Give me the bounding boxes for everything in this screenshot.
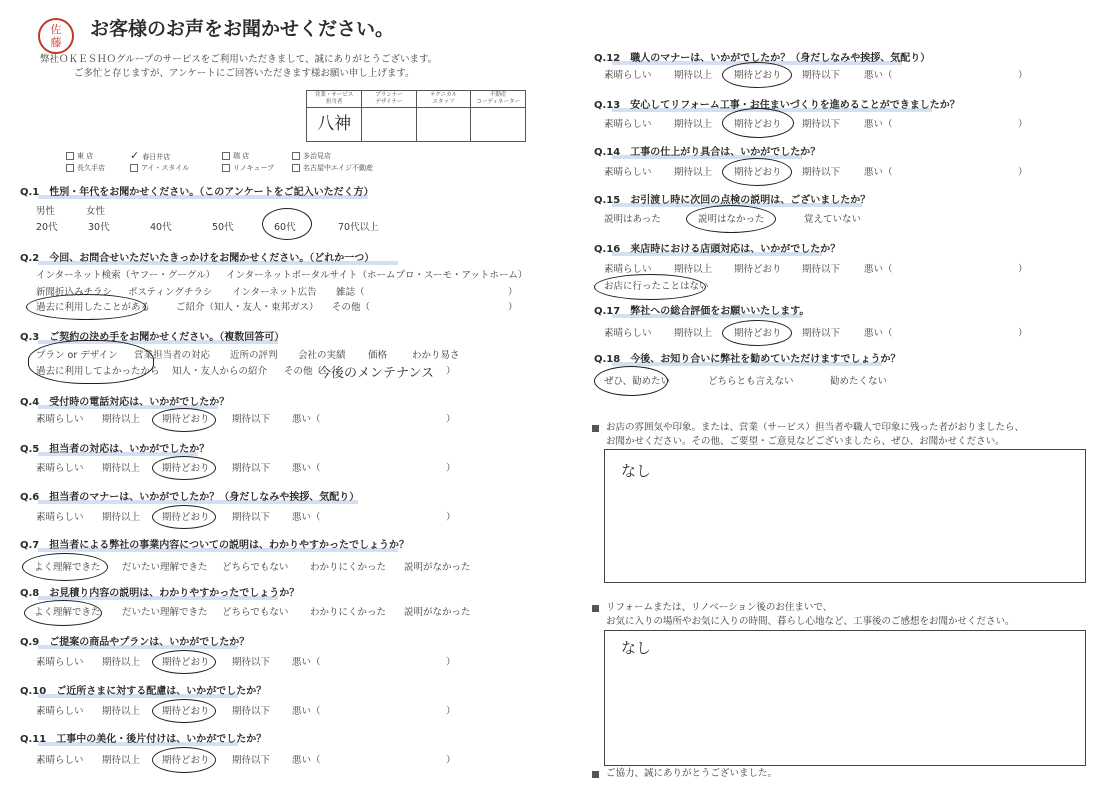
q14-below[interactable]: 期待以下 <box>802 167 841 178</box>
q1-male[interactable]: 男性 <box>36 206 56 217</box>
q9-title: Q.9 ご提案の商品やプランは、いかがでしたか？ <box>20 637 250 648</box>
bullet-square-icon <box>592 425 599 432</box>
q9-excellent[interactable]: 素晴らしい <box>36 657 84 668</box>
q16-above[interactable]: 期待以上 <box>674 264 713 275</box>
q13-excellent[interactable]: 素晴らしい <box>604 119 652 130</box>
q13-below[interactable]: 期待以下 <box>802 119 841 130</box>
q12-answer-circle <box>722 62 792 88</box>
intro-line-1: 弊社ＯＫＥＳＨＯグループのサービスをご利用いただきまして、誠にありがとうございます。 <box>40 54 438 65</box>
q2-newspaper[interactable]: 新聞折込みチラシ <box>36 287 113 298</box>
q3-price[interactable]: 価格 <box>368 350 388 361</box>
q16-as-expected[interactable]: 期待どおり <box>734 264 782 275</box>
q2-posting[interactable]: ポスティングチラシ <box>128 287 213 298</box>
store-comment-answer: なし <box>621 462 652 480</box>
q4-below[interactable]: 期待以下 <box>232 414 271 425</box>
q4-answer-circle <box>152 408 216 432</box>
q12-below[interactable]: 期待以下 <box>802 70 841 81</box>
q16-never-visited[interactable]: お店に行ったことはない <box>604 281 709 292</box>
q5-bad-close: ） <box>446 463 456 474</box>
q15-explained[interactable]: 説明はあった <box>604 214 661 225</box>
q1-age-20[interactable]: 20代 <box>36 222 58 233</box>
checkbox-icon <box>292 152 300 160</box>
check-mark-icon: ✓ <box>130 149 140 162</box>
q17-title: Q.17 弊社への総合評価をお願いいたします。 <box>594 306 810 317</box>
q16-answer-circle <box>594 274 706 300</box>
q12-as-expected[interactable]: 期待どおり <box>734 70 782 81</box>
q7-title: Q.7 担当者による弊社の事業内容についての説明は、わかりやすかったでしょうか？ <box>20 540 410 551</box>
q18-recommend[interactable]: ぜひ、勧めたい <box>604 376 671 387</box>
checkbox-icon <box>66 164 74 172</box>
staff-tech-name <box>416 108 471 142</box>
staff-table <box>306 90 526 142</box>
q1-age-40[interactable]: 40代 <box>150 222 172 233</box>
q13-as-expected[interactable]: 期待どおり <box>734 119 782 130</box>
q10-above[interactable]: 期待以上 <box>102 706 141 717</box>
q4-excellent[interactable]: 素晴らしい <box>36 414 84 425</box>
checkbox-icon <box>66 152 74 160</box>
q17-bad-close: ） <box>1018 328 1028 339</box>
q3-staff[interactable]: 営業担当者の対応 <box>134 350 211 361</box>
q2-answer-circle <box>26 294 146 320</box>
staff-estate-name <box>471 108 526 142</box>
q6-above[interactable]: 期待以上 <box>102 512 141 523</box>
q7-neutral[interactable]: どちらでもない <box>222 562 289 573</box>
q2-other-close: ） <box>508 302 518 313</box>
q5-answer-circle <box>152 456 216 480</box>
q5-excellent[interactable]: 素晴らしい <box>36 463 84 474</box>
store-comment-prompt-1: お店の雰囲気や印象。または、営業（サービス）担当者や職人で印象に残った者がおりましたら、 <box>606 422 1025 433</box>
q3-other-handwritten: 今後のメンテナンス <box>318 366 434 381</box>
q2-title: Q.2 今回、お問合せいただいたきっかけをお聞かせください。（どれか一つ） <box>20 253 375 264</box>
q17-excellent[interactable]: 素晴らしい <box>604 328 652 339</box>
store-istyle[interactable]: アイ・スタイル <box>130 162 189 174</box>
q15-dont-remember[interactable]: 覚えていない <box>804 214 862 225</box>
q6-title: Q.6 担当者のマナーは、いかがでしたか？（身だしなみや挨拶、気配り） <box>20 492 360 503</box>
q12-title: Q.12 職人のマナーは、いかがでしたか？（身だしなみや挨拶、気配り） <box>594 53 931 64</box>
q14-answer-circle <box>722 158 792 186</box>
checkbox-icon <box>292 164 300 172</box>
q18-neutral[interactable]: どちらとも言えない <box>708 376 794 387</box>
q14-title: Q.14 工事の仕上がり具合は、いかがでしたか？ <box>594 147 821 158</box>
q1-age-50[interactable]: 50代 <box>212 222 234 233</box>
q11-bad[interactable]: 悪い（ <box>292 755 321 766</box>
q2-magazine[interactable]: 雑誌（ <box>336 287 365 298</box>
q10-bad-close: ） <box>446 706 456 717</box>
q13-title: Q.13 安心してリフォーム工事・お住まいづくりを進めることができましたか？ <box>594 100 960 111</box>
reform-comment-prompt-2: お気に入りの場所やお気に入りの時間、暮らし心地など、工事後のご感想をお聞かせください。 <box>606 616 1015 627</box>
store-tajimi[interactable]: 多治見店 <box>292 150 331 162</box>
q7-no-explanation[interactable]: 説明がなかった <box>404 562 471 573</box>
store-comment-box[interactable] <box>604 449 1086 583</box>
q12-bad[interactable]: 悪い（ <box>864 70 893 81</box>
q11-as-expected[interactable]: 期待どおり <box>162 755 210 766</box>
checkbox-icon <box>130 164 138 172</box>
stamp-text: 佐藤 <box>50 23 62 49</box>
q5-above[interactable]: 期待以上 <box>102 463 141 474</box>
store-renocube[interactable]: リノキューブ <box>222 162 274 174</box>
q1-female[interactable]: 女性 <box>86 206 106 217</box>
store-east[interactable]: 東 店 <box>66 150 93 162</box>
q12-excellent[interactable]: 素晴らしい <box>604 70 652 81</box>
q16-excellent[interactable]: 素晴らしい <box>604 264 652 275</box>
q11-title: Q.11 工事中の美化・後片付けは、いかがでしたか？ <box>20 734 267 745</box>
page-title: お客様のお声をお聞かせください。 <box>90 18 395 40</box>
q12-above[interactable]: 期待以上 <box>674 70 713 81</box>
q10-excellent[interactable]: 素晴らしい <box>36 706 84 717</box>
q5-below[interactable]: 期待以下 <box>232 463 271 474</box>
q1-age-60[interactable]: 60代 <box>274 222 296 233</box>
q5-bad[interactable]: 悪い（ <box>292 463 321 474</box>
q10-answer-circle <box>152 699 216 723</box>
q9-as-expected[interactable]: 期待どおり <box>162 657 210 668</box>
q3-referral[interactable]: 知人・友人からの紹介 <box>172 366 268 377</box>
q17-as-expected[interactable]: 期待どおり <box>734 328 782 339</box>
q8-unclear[interactable]: わかりにくかった <box>310 607 387 618</box>
store-comment-prompt-2: お聞かせください。その他、ご要望・ご意見などございましたら、ぜひ、お聞かせください。 <box>606 436 1005 447</box>
q5-as-expected[interactable]: 期待どおり <box>162 463 210 474</box>
q8-no-explanation[interactable]: 説明がなかった <box>404 607 471 618</box>
q13-bad-close: ） <box>1018 119 1028 130</box>
q11-excellent[interactable]: 素晴らしい <box>36 755 84 766</box>
q4-bad-close: ） <box>446 414 456 425</box>
q18-answer-circle <box>594 366 671 396</box>
q17-above[interactable]: 期待以上 <box>674 328 713 339</box>
intro-line-2: ご多忙と存じますが、アンケートにご回答いただきます様お願い申し上げます。 <box>74 68 415 79</box>
q2-other[interactable]: その他（ <box>332 302 371 313</box>
q6-bad-close: ） <box>446 512 456 523</box>
q11-answer-circle <box>152 747 216 773</box>
q11-bad-close: ） <box>446 755 456 766</box>
q6-excellent[interactable]: 素晴らしい <box>36 512 84 523</box>
q11-below[interactable]: 期待以下 <box>232 755 271 766</box>
q2-portal[interactable]: インターネットポータルサイト（ホームプロ・スーモ・アットホーム） <box>226 270 528 281</box>
q14-excellent[interactable]: 素晴らしい <box>604 167 652 178</box>
q7-unclear[interactable]: わかりにくかった <box>310 562 387 573</box>
reform-comment-prompt-1: リフォームまたは、リノベーション後のお住まいで、 <box>606 602 833 613</box>
q7-answer-circle <box>22 553 108 581</box>
q3-answer-circle <box>28 340 154 384</box>
q9-above[interactable]: 期待以上 <box>102 657 141 668</box>
q16-bad[interactable]: 悪い（ <box>864 264 893 275</box>
store-mizuho[interactable]: 瑞 店 <box>222 150 249 162</box>
q1-age-30[interactable]: 30代 <box>88 222 110 233</box>
q7-understood[interactable]: よく理解できた <box>34 562 101 573</box>
q15-not-explained[interactable]: 説明はなかった <box>698 214 765 225</box>
staff-header-sales: 営業・サービス 担当者 <box>307 91 362 108</box>
q8-title: Q.8 お見積り内容の説明は、わかりやすかったでしょうか？ <box>20 588 300 599</box>
q3-past-good[interactable]: 過去に利用してよかったから <box>36 366 160 377</box>
q9-below[interactable]: 期待以下 <box>232 657 271 668</box>
q2-net-ad[interactable]: インターネット広告 <box>232 287 317 298</box>
q10-as-expected[interactable]: 期待どおり <box>162 706 210 717</box>
q2-search[interactable]: インターネット検索（ヤフー・グーグル） <box>36 270 216 281</box>
q3-clarity[interactable]: わかり易さ <box>412 350 460 361</box>
q2-past-use[interactable]: 過去に利用したことがある <box>36 302 151 313</box>
q2-referral[interactable]: ご紹介（知人・友人・東邦ガス） <box>176 302 319 313</box>
staff-planner-name <box>362 108 417 142</box>
q13-above[interactable]: 期待以上 <box>674 119 713 130</box>
q18-not-recommend[interactable]: 勧めたくない <box>830 376 888 387</box>
store-realestate[interactable]: 名古屋中エイジ不動産 <box>292 162 373 174</box>
q17-below[interactable]: 期待以下 <box>802 328 841 339</box>
store-nagakute[interactable]: 長久手店 <box>66 162 105 174</box>
q3-track-record[interactable]: 会社の実績 <box>298 350 346 361</box>
q13-answer-circle <box>722 108 794 138</box>
q9-bad[interactable]: 悪い（ <box>292 657 321 668</box>
q3-other[interactable]: その他（ <box>284 366 323 377</box>
q16-title: Q.16 来店時における店頭対応は、いかがでしたか？ <box>594 244 841 255</box>
q14-as-expected[interactable]: 期待どおり <box>734 167 782 178</box>
q6-below[interactable]: 期待以下 <box>232 512 271 523</box>
q2-magazine-close: ） <box>508 287 518 298</box>
q14-above[interactable]: 期待以上 <box>674 167 713 178</box>
q14-bad[interactable]: 悪い（ <box>864 167 893 178</box>
q8-mostly[interactable]: だいたい理解できた <box>122 607 208 618</box>
q8-understood[interactable]: よく理解できた <box>34 607 101 618</box>
checkbox-icon <box>222 164 230 172</box>
q9-bad-close: ） <box>446 657 456 668</box>
q3-title: Q.3 ご契約の決め手をお聞かせください。（複数回答可） <box>20 332 285 343</box>
q17-answer-circle <box>722 320 792 346</box>
q4-above[interactable]: 期待以上 <box>102 414 141 425</box>
q13-bad[interactable]: 悪い（ <box>864 119 893 130</box>
q6-answer-circle <box>152 505 216 529</box>
q1-answer-circle <box>262 208 312 240</box>
staff-sales-name: 八神 <box>307 108 362 142</box>
staff-header-tech: テクニカル スタッフ <box>416 91 471 108</box>
checkbox-icon <box>222 152 230 160</box>
q1-title: Q.1 性別・年代をお聞かせください。（このアンケートをご記入いただく方） <box>20 187 374 198</box>
q18-title: Q.18 今後、お知り合いに弊社を勧めていただけますでしょうか？ <box>594 354 901 365</box>
q7-mostly[interactable]: だいたい理解できた <box>122 562 208 573</box>
q17-bad[interactable]: 悪い（ <box>864 328 893 339</box>
q10-bad[interactable]: 悪い（ <box>292 706 321 717</box>
q11-above[interactable]: 期待以上 <box>102 755 141 766</box>
reform-comment-box[interactable] <box>604 630 1086 766</box>
q8-answer-circle <box>24 600 102 626</box>
q8-neutral[interactable]: どちらでもない <box>222 607 289 618</box>
q6-as-expected[interactable]: 期待どおり <box>162 512 210 523</box>
q3-reputation[interactable]: 近所の評判 <box>230 350 278 361</box>
q10-below[interactable]: 期待以下 <box>232 706 271 717</box>
q16-below[interactable]: 期待以下 <box>802 264 841 275</box>
store-kasugai[interactable]: ✓ 春日井店 <box>130 149 171 162</box>
thanks-text: ご協力、誠にありがとうございました。 <box>606 768 778 779</box>
q14-bad-close: ） <box>1018 167 1028 178</box>
q4-as-expected[interactable]: 期待どおり <box>162 414 210 425</box>
q4-title: Q.4 受付時の電話対応は、いかがでしたか？ <box>20 397 230 408</box>
staff-header-estate: 不動産 コーディネーター <box>471 91 526 108</box>
q6-bad[interactable]: 悪い（ <box>292 512 321 523</box>
bullet-square-icon <box>592 771 599 778</box>
reform-comment-answer: なし <box>621 639 652 657</box>
q3-other-close: ） <box>446 366 456 377</box>
q4-bad[interactable]: 悪い（ <box>292 414 321 425</box>
q15-answer-circle <box>686 205 776 233</box>
q16-bad-close: ） <box>1018 264 1028 275</box>
q9-answer-circle <box>152 650 216 674</box>
q10-title: Q.10 ご近所さまに対する配慮は、いかがでしたか？ <box>20 686 267 697</box>
stamp <box>38 18 74 54</box>
q3-plan[interactable]: プラン or デザイン <box>36 350 118 361</box>
staff-header-planner: プランナー デザイナー <box>362 91 417 108</box>
q15-title: Q.15 お引渡し時に次回の点検の説明は、ございましたか？ <box>594 195 871 206</box>
bullet-square-icon <box>592 605 599 612</box>
q5-title: Q.5 担当者の対応は、いかがでしたか？ <box>20 444 210 455</box>
q1-age-70[interactable]: 70代以上 <box>338 222 379 233</box>
q12-bad-close: ） <box>1018 70 1028 81</box>
